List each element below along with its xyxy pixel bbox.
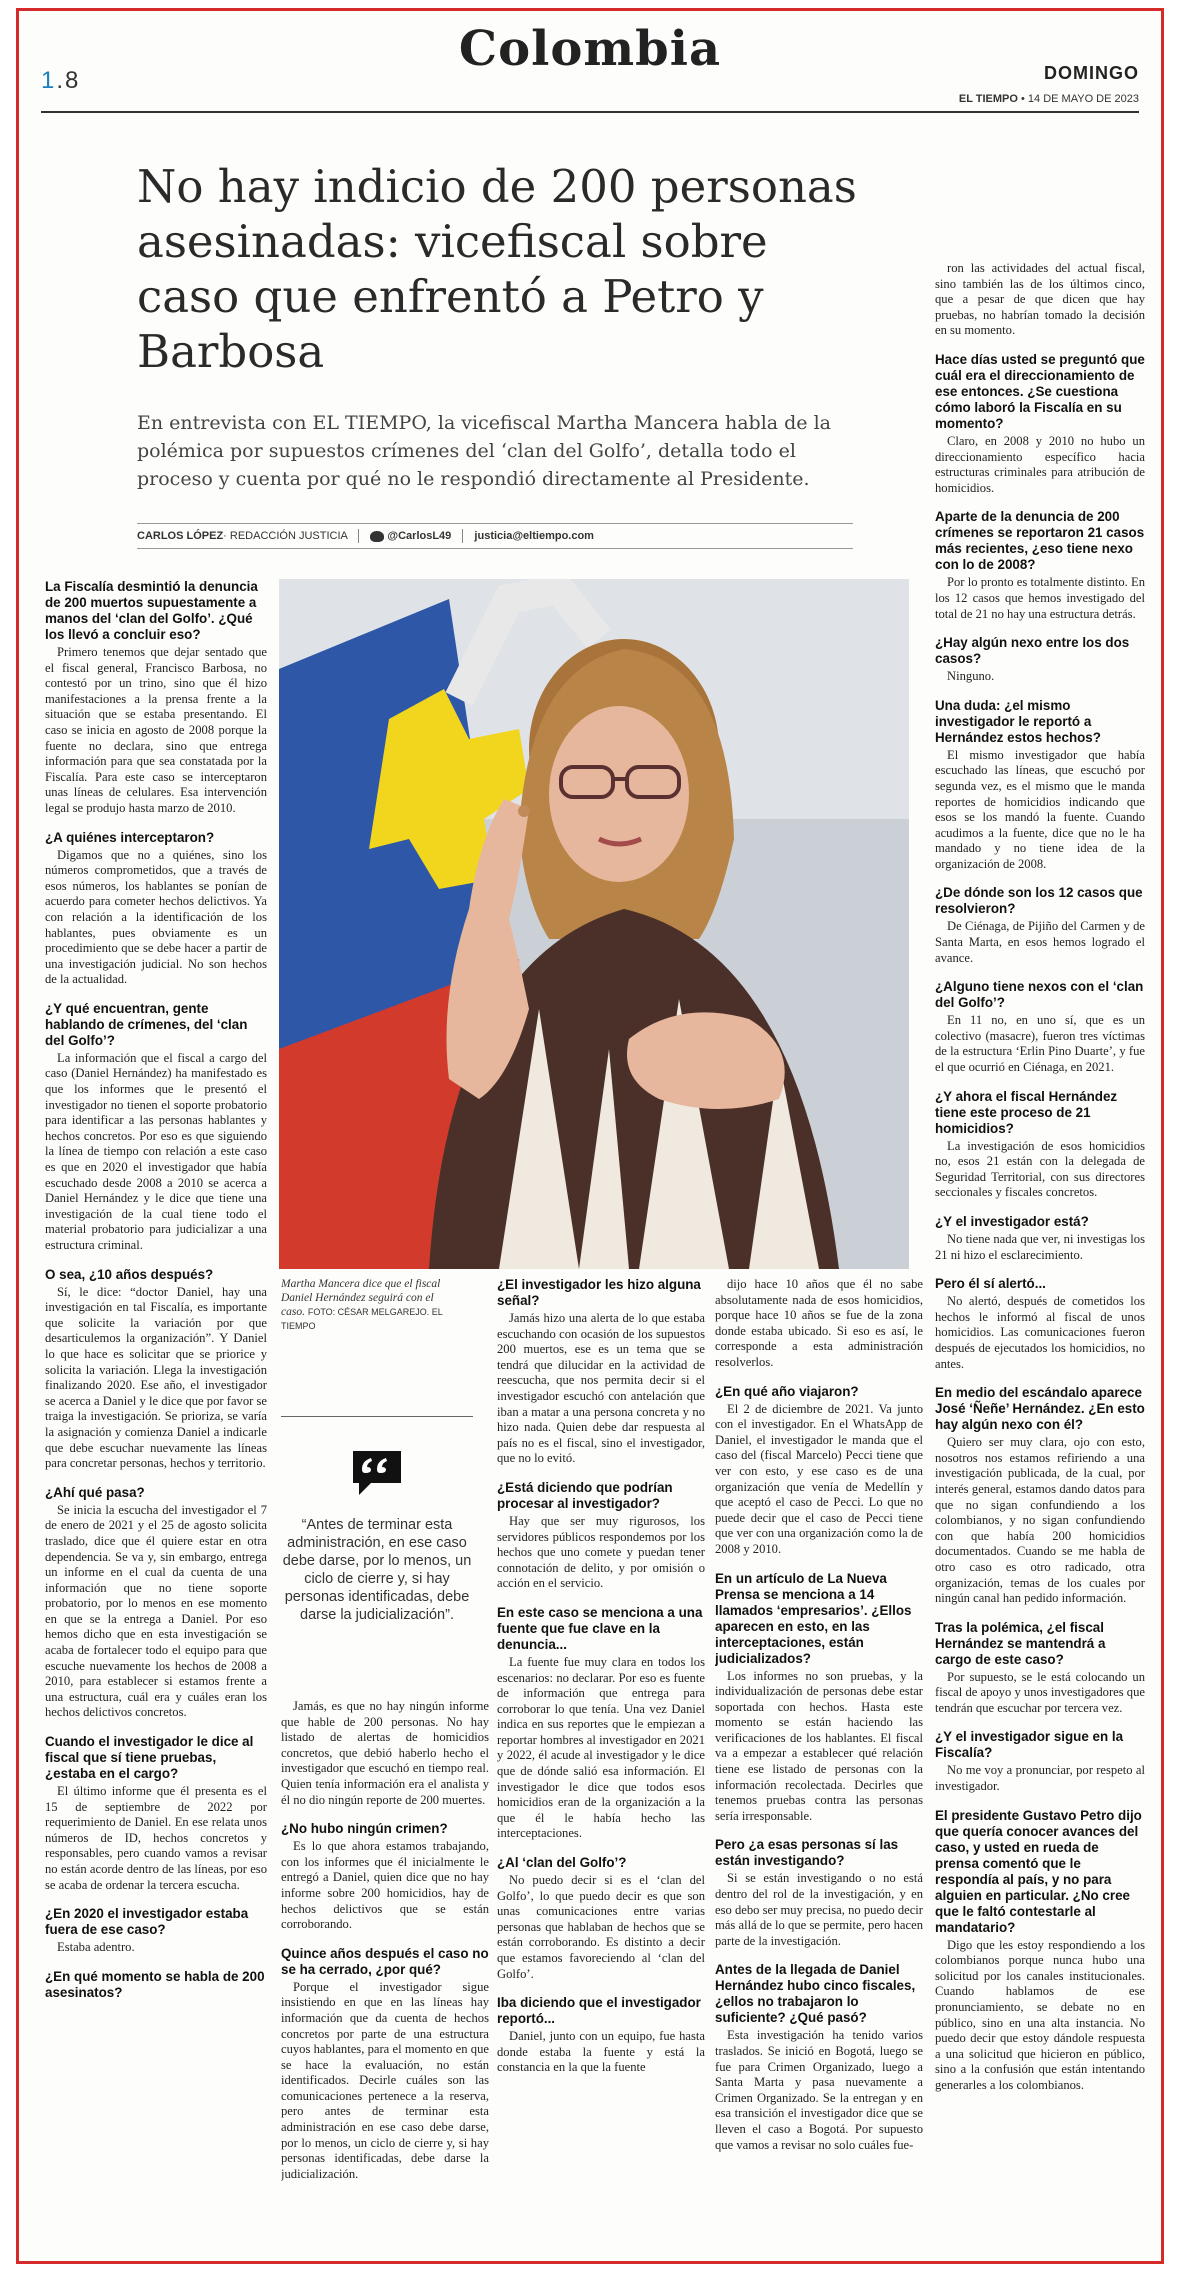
answer-paragraph: Los informes no son pruebas, y la individualización de personas debe estar soportada con hechos. Hasta este momento se están haciendo las verificaciones de los hablantes. El fiscal va a empezar a establecer qué relación tiene ese listado de personas con la información recolectada. Decirles que tenemos pruebas contra las personas sería irresponsable. xyxy=(715,1668,923,1823)
interview-question: En medio del escándalo aparece José ‘Ñeñe’ Hernández. ¿En esto hay algún nexo con él? xyxy=(935,1385,1145,1433)
interview-question: Pero él sí alertó... xyxy=(935,1276,1046,1292)
answer-paragraph: Porque el investigador sigue insistiendo en que en las líneas hay información que da cuenta de hechos concretos por parte de una estructura cuyos hablantes, para el momento en que se hace la evaluación, no están identificados. Decirle cuáles son las comunicaciones pertenece a la reserva, pero antes de terminar esta administración en ese caso debe darse, por lo menos, un ciclo de cierre y, si hay personas identificadas, debe darse la judicialización. xyxy=(281,1979,489,2181)
answer-paragraph: Daniel, junto con un equipo, fue hasta donde estaba la fuente y está la constancia en la que la fuente xyxy=(497,2029,705,2075)
answer-paragraph: De Ciénaga, de Pijiño del Carmen y de Santa Marta, en esos hemos logrado el avance. xyxy=(935,919,1145,965)
answer-paragraph: El 2 de diciembre de 2021. Va junto con el investigador. En el WhatsApp de Daniel, el investigador le manda que el caso del (fiscal Marcelo) Pecci tiene que ver con esto, y ese caso es de una organización que venía de Medellín y que aceptó el caso de Pecci. Lo que no puede decir que el caso de Pecci tiene que ver con una organización como la de 2008 y 2010. xyxy=(715,1401,923,1556)
interview-question: ¿No hubo ningún crimen? xyxy=(281,1821,448,1837)
answer-paragraph: Quiero ser muy clara, ojo con esto, nosotros nos estamos refiriendo a una investigación publicada, de la cual, por interés general, estamos dando datos para que no sigan confundiendo a los colombianos, y no sigan confundiendo con que había 200 homicidios documentados. Cuando se me habla de otro caso es otro radicado, otra organización, temas de los cuales por ningún canal han pedido información. xyxy=(935,1435,1145,1606)
answer-paragraph: Digo que les estoy respondiendo a los colombianos porque nunca hubo una solicitud por los canales institucionales. Cuando hablamos de ese pronunciamiento, se debate no en público, sino en una alta instancia. No puedo decir que estoy dándole respuesta a una solicitud que hicieron en público, sino a la confusión que están intentando generarles a los colombianos. xyxy=(935,1937,1145,2092)
issue-day: DOMINGO xyxy=(1044,63,1139,83)
answer-paragraph: dijo hace 10 años que él no sabe absolutamente nada de esos homicidios, porque hace 10 años se fue de la zona donde estaba ubicado. Si eso es así, le corresponde a esta administración resolverlos. xyxy=(715,1277,923,1369)
answer-paragraph: La investigación de esos homicidios no, esos 21 están con la delegada de Seguridad Territorial, con sus directores seccionales y fiscales concretos. xyxy=(935,1138,1145,1200)
interview-question: ¿Y ahora el fiscal Hernández tiene este proceso de 21 homicidios? xyxy=(935,1088,1118,1136)
text-column-1 xyxy=(45,579,267,2219)
interview-question: ¿A quiénes interceptaron? xyxy=(45,829,215,845)
portrait-photo xyxy=(279,579,909,1269)
interview-question: O sea, ¿10 años después? xyxy=(45,1266,214,1282)
interview-question: ¿Está diciendo que podrían procesar al investigador? xyxy=(497,1479,673,1511)
byline-divider xyxy=(358,529,359,543)
answer-paragraph: Hay que ser muy rigurosos, los servidores públicos respondemos por los hechos que uno comete y puedan tener connotación de delito, y por omisión o acción en el servicio. xyxy=(497,1513,705,1591)
answer-paragraph: Si se están investigando o no está dentro del rol de la investigación, y en eso debo ser muy precisa, no puedo decir más allá de lo que se permite, pero hacen parte de la investigación. xyxy=(715,1871,923,1948)
answer-paragraph: Estaba adentro. xyxy=(57,1940,135,1955)
interview-question: ¿En qué momento se habla de 200 asesinatos? xyxy=(45,1968,265,2000)
interview-question: ¿Y qué encuentran, gente hablando de crímenes, del ‘clan del Golfo’? xyxy=(45,1000,248,1048)
interview-question: ¿En 2020 el investigador estaba fuera de ese caso? xyxy=(45,1906,249,1938)
interview-question: Antes de la llegada de Daniel Hernández hubo cinco fiscales, ¿ellos no trabajaron lo suficiente? ¿Qué pasó? xyxy=(715,1962,916,2026)
text-column-4 xyxy=(715,1277,923,2219)
interview-question: ¿De dónde son los 12 casos que resolvieron? xyxy=(935,885,1143,917)
answer-paragraph: El último informe que él presenta es el 15 de septiembre de 2022 por requerimiento de Daniel. En ese relata unos números de ID, hechos concretos y responsables, pero cuando vamos a revisar no están acorde dentro de las líneas, por eso se acaba de ordenar la tercera escucha. xyxy=(45,1784,267,1892)
interview-question: ¿En qué año viajaron? xyxy=(715,1383,859,1399)
answer-paragraph: No puedo decir si es el ‘clan del Golfo’, lo que puedo decir es que son unas comunicaciones entre varias personas que hablaban de hechos que se están corroborando. Es distinto a decir que estamos favoreciendo al ‘clan del Golfo’. xyxy=(497,1873,705,1981)
page-number xyxy=(41,67,80,95)
text-column-5 xyxy=(935,261,1145,2219)
interview-question: ¿Y el investigador está? xyxy=(935,1214,1089,1229)
twitter-icon xyxy=(370,531,384,542)
interview-question: ¿El investigador les hizo alguna señal? xyxy=(497,1277,701,1308)
interview-question: Pero ¿a esas personas sí las están investigando? xyxy=(715,1837,899,1869)
interview-question: Iba diciendo que el investigador reportó... xyxy=(497,1995,701,2027)
photo-credit: FOTO: CÉSAR MELGAREJO. EL TIEMPO xyxy=(281,1307,443,1331)
headline: No hay indicio de 200 personas asesinadas: vicefiscal sobre caso que enfrentó a Petro y Barbosa xyxy=(137,160,857,378)
answer-paragraph: Es lo que ahora estamos trabajando, con los informes que él inicialmente le entregó a Daniel, quien dice que no hay informe sobre 200 homicidios, hay de hechos delictivos que se están corroborando. xyxy=(281,1839,489,1932)
pull-quote-rule xyxy=(281,1416,473,1417)
issue-date-line xyxy=(959,93,1139,105)
photo-caption-text: Martha Mancera dice que el fiscal Daniel Hernández seguirá con el caso. xyxy=(281,1278,441,1318)
interview-question: Una duda: ¿el mismo investigador le reportó a Hernández estos hechos? xyxy=(935,697,1101,745)
interview-question: Aparte de la denuncia de 200 crímenes se reportaron 21 casos más recientes, ¿eso tiene nexo con lo de 2008? xyxy=(935,509,1145,573)
interview-question: En este caso se menciona a una fuente que fue clave en la denuncia... xyxy=(497,1604,703,1652)
answer-paragraph: Por lo pronto es totalmente distinto. En los 12 casos que hemos investigado del total de 21 no hay una estructura detrás. xyxy=(935,575,1145,621)
interview-question: ¿Alguno tiene nexos con el ‘clan del Golfo’? xyxy=(935,979,1144,1011)
answer-paragraph: Esta investigación ha tenido varios traslados. Se inició en Bogotá, luego se fue para Crimen Organizado, luego a Santa Marta y pasa nuevamente a Crimen Organizado. Se la entregan y en esa transición el investigador dice que se lleven el caso a Bogotá. Por supuesto que vamos a revisar no solo cuáles fue- xyxy=(715,2028,923,2152)
answer-paragraph: Claro, en 2008 y 2010 no hubo un direccionamiento específico hacia estructuras criminales para atribución de homicidios. xyxy=(935,433,1145,495)
interview-question: Quince años después el caso no se ha cerrado, ¿por qué? xyxy=(281,1945,489,1977)
byline-email: justicia@eltiempo.com xyxy=(474,530,594,542)
byline xyxy=(137,523,853,549)
photo-caption xyxy=(281,1277,451,1333)
answer-paragraph: ron las actividades del actual fiscal, sino también las de los últimos cinco, que a pesar de que dicen que hay pruebas, no habrían tomado la decisión en su momento. xyxy=(935,261,1145,338)
answer-paragraph: No me voy a pronunciar, por respeto al investigador. xyxy=(935,1763,1145,1794)
interview-question: En un artículo de La Nueva Prensa se menciona a 14 llamados ‘empresarios’. ¿Ellos aparecen en esto, en las interceptaciones, están judicializados? xyxy=(715,1570,912,1666)
text-column-3 xyxy=(497,1277,705,2219)
interview-question: ¿Ahí qué pasa? xyxy=(45,1484,145,1500)
answer-paragraph: Se inicia la escucha del investigador el 7 de enero de 2021 y el 25 de agosto solicita traslado, dice que él quiere estar en otra dependencia. Se va y, sin embargo, entrega un informe en el cual da cuenta de una información que no tiene soporte probatorio, por lo menos en ese momento en que se la entrega a Daniel. Por eso hemos dicho que en esta investigación se acaba de fortalecer todo el equipo para que escuche nuevamente los hechos de 2008 a 2010, para establecer si estamos frente a una estructura, cuál era y cuáles eran los hechos delictivos concretos. xyxy=(45,1502,267,1720)
answer-paragraph: No alertó, después de cometidos los hechos le informó al fiscal de unos homicidios. Las comunicaciones fueron después de ejecutados los homicidios, no antes. xyxy=(935,1294,1145,1371)
text-column-2 xyxy=(281,1699,489,2219)
answer-paragraph: Sí, le dice: “doctor Daniel, hay una investigación en tal Fiscalía, es importante que solicite la variación por que desarticulemos la organización”. Y Daniel lo que hace es solicitar que se priorice y solicita la variación. Llega la investigación finalizando 2020. Ese año, el investigador se acerca a Daniel y le dice que por favor se traiga la investigación. Se prioriza, se varía la asignación y comienza Daniel a indicarle que debe escuchar nuevamente las líneas para concretar personas, hechos y territorio. xyxy=(45,1284,267,1471)
pull-quote xyxy=(281,1416,473,1624)
quote-marks-icon xyxy=(349,1443,405,1499)
paper-name: EL TIEMPO xyxy=(958,93,1018,105)
issue-date: • 14 DE MAYO DE 2023 xyxy=(1021,93,1139,105)
interview-question: El presidente Gustavo Petro dijo que quería conocer avances del caso, y usted en rueda de prensa comentó que le respondía al país, y no para alguien en particular. ¿No cree que le faltó contestarle al mandatario? xyxy=(935,1807,1142,1935)
answer-paragraph: Primero tenemos que dejar sentado que el fiscal general, Francisco Barbosa, no contestó por un trino, sino que él hizo manifestaciones a la prensa frente a la situación que se estaba presentando. El caso se inicia en agosto de 2008 porque la fuente no declara, sino que entrega información para que sea constatada por la Fiscalía. Para este caso se interceptaron unas líneas de celulares. Esa intervención legal se produjo hasta marzo de 2010. xyxy=(45,645,267,815)
lede: En entrevista con EL TIEMPO, la vicefiscal Martha Mancera habla de la polémica por supuestos crímenes del ‘clan del Golfo’, detalla todo el proceso y cuenta por qué no le respondió directamente al Presidente. xyxy=(137,412,831,490)
answer-paragraph: Ninguno. xyxy=(947,669,995,684)
page-number-suffix: .8 xyxy=(56,67,81,94)
answer-paragraph: En 11 no, en uno sí, que es un colectivo (masacre), fueron tres víctimas de la estructura ‘Erlin Pino Duarte’, y fue el que ocurrió en Ciénaga, en 2021. xyxy=(935,1013,1145,1075)
portrait-illustration xyxy=(279,579,909,1269)
interview-question: La Fiscalía desmintió la denuncia de 200 muertos supuestamente a manos del ‘clan del Golfo’. ¿Qué los llevó a concluir eso? xyxy=(45,579,258,642)
page-number-prefix: 1 xyxy=(41,67,57,94)
masthead-rule xyxy=(41,111,1139,113)
answer-paragraph: Digamos que no a quiénes, sino los números comprometidos, que a través de esos números, los hablantes se ponían de acuerdo para cometer hechos delictivos. Ya con relación a la identificación de los hablantes, pues obviamente es un procedimiento que se debe hacer a partir de una investigación judicial. No son hechos de la actualidad. xyxy=(45,847,267,987)
newspaper-page xyxy=(16,8,1164,2264)
section-title: Colombia xyxy=(458,21,722,77)
byline-author: CARLOS LÓPEZ xyxy=(137,530,224,542)
byline-twitter: @CarlosL49 xyxy=(387,530,452,542)
answer-paragraph: La fuente fue muy clara en todos los escenarios: no declarar. Por eso es fuente de información que entrega para corroborar lo que tenía. Una vez Daniel indica en sus reportes que le empiezan a reportar hombres al investigador en 2021 y 2022, él acude al investigador y le dice que de dónde salió esa información. El investigador le dice que todos esos homicidios eran de la organización a la que él le había hecho las interceptaciones. xyxy=(497,1654,705,1841)
interview-question: ¿Hay algún nexo entre los dos casos? xyxy=(935,635,1130,667)
byline-desk: · REDACCIÓN JUSTICIA xyxy=(223,530,348,542)
answer-paragraph: Jamás hizo una alerta de lo que estaba escuchando con ocasión de los supuestos 200 muertos, ese es un tema que se tendrá que dilucidar en la actividad de reescucha, que nos permita decir si el investigador escuchó con antelación que iban a matar a una persona concreta y no hizo nada. Quien debe dar respuesta al país no es el fiscal, sino el investigador, que no lo evitó. xyxy=(497,1311,705,1466)
answer-paragraph: Jamás, es que no hay ningún informe que hable de 200 personas. No hay listado de alertas de homicidios concretos, que debió haberlo hecho el investigador que escuchó en tiempo real. Quien tenía información era el analista y él no dio ningún reporte de 200 muertes. xyxy=(281,1699,489,1807)
byline-divider xyxy=(462,529,463,543)
answer-paragraph: No tiene nada que ver, ni investigas los 21 ni hizo el esclarecimiento. xyxy=(935,1232,1145,1262)
interview-question: Tras la polémica, ¿el fiscal Hernández se mantendrá a cargo de este caso? xyxy=(935,1619,1106,1667)
interview-question: Hace días usted se preguntó que cuál era el direccionamiento de ese entonces. ¿Se cuestiona cómo laboró la Fiscalía en su momento? xyxy=(935,351,1145,431)
answer-paragraph: La información que el fiscal a cargo del caso (Daniel Hernández) ha manifestado es que los informes que le presentó el investigador no tienen el soporte probatorio para identificar a las personas hablantes y hechos concretos. Por eso es que siguiendo la línea de tiempo con relación a este caso es que en 2020 el investigador que había escuchado desde 2008 a 2010 se acerca a Daniel Hernández y le dice que tiene una investigación de la cual tiene todo el material probatorio para judicializar a una estructura criminal. xyxy=(45,1050,267,1252)
pull-quote-text: “Antes de terminar esta administración, en ese caso debe darse, por lo menos, un ciclo de cierre y, si hay personas identificadas, debe darse la judicialización”. xyxy=(282,1517,472,1623)
answer-paragraph: Por supuesto, se le está colocando un fiscal de apoyo y unos investigadores que tendrán que escuchar por tercera vez. xyxy=(935,1669,1145,1715)
interview-question: ¿Y el investigador sigue en la Fiscalía? xyxy=(935,1729,1124,1761)
interview-question: ¿Al ‘clan del Golfo’? xyxy=(497,1855,627,1871)
interview-question: Cuando el investigador le dice al fiscal que sí tiene pruebas, ¿estaba en el cargo? xyxy=(45,1734,254,1782)
answer-paragraph: El mismo investigador que había escuchado las líneas, que escuchó por segunda vez, es el mismo que le manda reportes de homicidios indicando que esos se los mandó la fuente. Cuando acudimos a la fuente, dice que no le ha mandado y no tiene idea de la organización de 2008. xyxy=(935,747,1145,871)
